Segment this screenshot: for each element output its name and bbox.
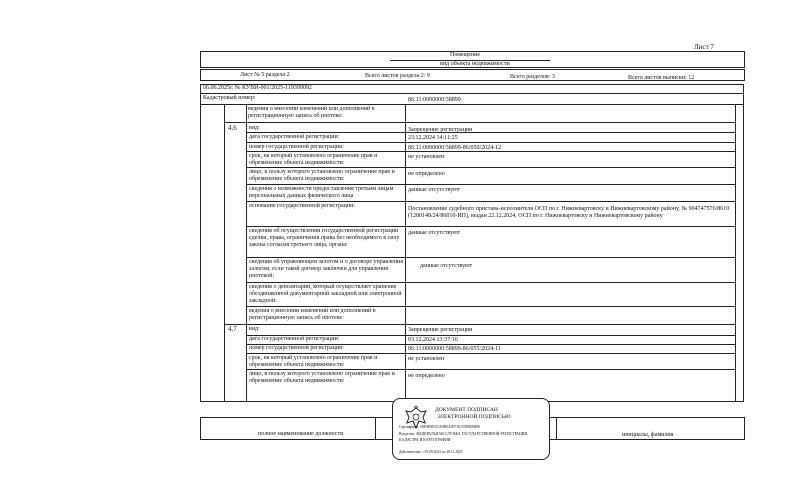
section-sheet: Лист № 5 раздела 2 xyxy=(240,72,290,78)
entry-number: 4.7 xyxy=(228,325,237,333)
row-value: данные отсутствуют xyxy=(408,230,461,236)
name-label: инициалы, фамилия xyxy=(622,432,674,438)
row-value: Постановление судебного пристава-исполнителя ОСП по г. Нижневартовску и Нижневартовскому району, № 904747576/8610 (1280148/24/86010-ИП), выдан 22.12.2024, ОСП по г. Нижневартовску и Нижневартовскому району xyxy=(408,206,730,219)
row-value: не определено xyxy=(408,171,445,177)
row-label: сведения об осуществлении государственной регистрации сделки, права, ограничения права без необходимого в силу закона согласия третьего лица, органа: xyxy=(249,228,400,248)
stamp-certificate: Сертификат: 00F9B8C01A0B0A4971E37D9B8B96 xyxy=(399,425,480,429)
row-label: сведения об управляющем залогом и о договоре управления залогом, если такой договор заключен для управления ипотекой: xyxy=(249,259,404,279)
row-value: 23.12.2024 14:11:25 xyxy=(408,135,458,141)
stamp-owner: Владелец: ФЕДЕРАЛЬНАЯ СЛУЖБА ГОСУДАРСТВЕННОЙ РЕГИСТРАЦИИ, КАДАСТРА И КАРТОГРАФИИ xyxy=(399,432,529,442)
cadastral-value: 86:11:0000000:58899 xyxy=(408,97,461,103)
row-value: не установлен xyxy=(408,356,445,362)
row-label: лицо, в пользу которого установлено ограничение прав и обременение объекта недвижимости: xyxy=(249,371,395,384)
stamp-validity: Действителен: с 03.09.2024 по 28.11.2025 xyxy=(399,450,463,454)
row-label: дата государственной регистрации: xyxy=(249,134,340,140)
row-value: данные отсутствуют xyxy=(408,187,461,193)
sections-total: Всего разделов: 3 xyxy=(510,74,555,80)
row-value: не установлен xyxy=(408,154,445,160)
stamp-title: ДОКУМЕНТ ПОДПИСАН xyxy=(435,407,498,413)
row-value: не определено xyxy=(408,373,445,379)
row-value: данные отсутствуют xyxy=(420,263,473,269)
row-label: ведения о внесении изменений или дополнений в регистрационную запись об ипотеке: xyxy=(249,308,376,321)
row-label: срок, на который установлено ограничение прав и обременение объекта недвижимости: xyxy=(249,355,378,368)
document-date-number: 06.06.2025г. № КУВИ-001/2025-119399092 xyxy=(203,85,312,91)
row-label: номер государственной регистрации: xyxy=(249,345,344,351)
e-signature-stamp xyxy=(392,398,550,460)
row-label: вид: xyxy=(249,326,260,332)
row-value: 86:11:0000000:58899-86/050/2024-12 xyxy=(408,145,502,151)
row-value: Запрещение регистрации xyxy=(408,127,473,133)
cadastral-label: Кадастровый номер: xyxy=(203,95,256,101)
object-type-caption: вид объекта недвижимости xyxy=(440,61,510,67)
entry-number: 4.6 xyxy=(228,124,237,132)
sheet-number: Лист 7 xyxy=(694,43,714,51)
row-label: срок, на который установлено ограничение прав и обременение объекта недвижимости: xyxy=(249,153,378,166)
row-value: Запрещение регистрации xyxy=(408,327,473,333)
row-label: лицо, в пользу которого установлено ограничение прав и обременение объекта недвижимости: xyxy=(249,169,395,182)
row-label: вид: xyxy=(249,125,260,131)
row-value: 86:11:0000000:58899-86/055/2024-11 xyxy=(408,346,501,352)
row-value: 03.12.2024 13:37:16 xyxy=(408,337,458,343)
row-label: дата государственной регистрации: xyxy=(249,336,340,342)
section-total: Всего листов раздела 2: 9 xyxy=(365,73,430,79)
top-row-label: ведения о внесении изменений или дополнений в регистрационную запись об ипотеке: xyxy=(248,106,375,119)
extract-total: Всего листов выписки: 12 xyxy=(628,75,695,81)
row-label: номер государственной регистрации: xyxy=(249,144,344,150)
object-type: Помещение xyxy=(450,52,481,58)
position-label: полное наименование должности xyxy=(258,431,344,437)
stamp-subtitle: ЭЛЕКТРОННОЙ ПОДПИСЬЮ xyxy=(437,414,511,420)
row-label: основание государственной регистрации: xyxy=(249,203,355,209)
row-label: сведения о депозитарии, который осуществляет хранение обездвиженной документарной закладной или электронной закладной: xyxy=(249,284,402,304)
row-label: сведения о возможности предоставления третьим лицам персональных данных физического лица xyxy=(249,186,394,199)
